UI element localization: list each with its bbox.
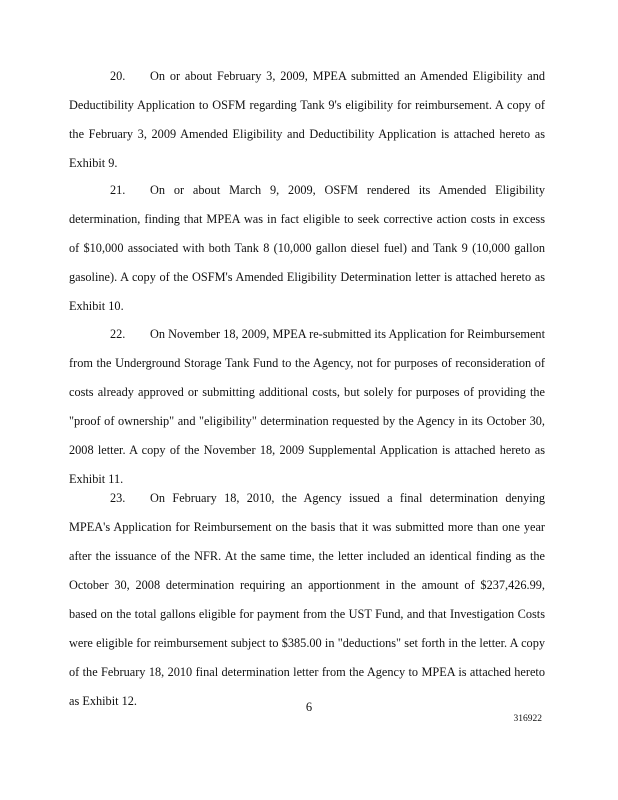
paragraph-20	[69, 62, 545, 178]
document-id: 316922	[513, 714, 542, 724]
paragraph-22	[69, 320, 545, 494]
paragraph-text: On November 18, 2009, MPEA re-submitted its Application for Reimbursement from the Underground Storage Tank Fund to the Agency, not for purposes of reconsideration of costs already approved or submitting additional costs, but solely for purposes of providing the "proof of ownership" and "eligibility" determination requested by the Agency in its October 30, 2008 letter. A copy of the November 18, 2009 Supplemental Application is attached hereto as Exhibit 11.	[69, 327, 545, 486]
paragraph-text: On February 18, 2010, the Agency issued a final determination denying MPEA's Application for Reimbursement on the basis that it was submitted more than one year after the issuance of the NFR. At the same time, the letter included an identical finding as the October 30, 2008 determination requiring an apportionment in the amount of $237,426.99, based on the total gallons eligible for payment from the UST Fund, and that Investigation Costs were eligible for reimbursement subject to $385.00 in "deductions" set forth in the letter. A copy of the February 18, 2010 final determination letter from the Agency to MPEA is attached hereto as Exhibit 12.	[69, 491, 545, 708]
paragraph-number: 20.	[110, 69, 126, 83]
paragraph-text: On or about March 9, 2009, OSFM rendered its Amended Eligibility determination, finding that MPEA was in fact eligible to seek corrective action costs in excess of $10,000 associated with both Tank 8 (10,000 gallon diesel fuel) and Tank 9 (10,000 gallon gasoline). A copy of the OSFM's Amended Eligibility Determination letter is attached hereto as Exhibit 10.	[69, 183, 545, 313]
paragraph-number: 22.	[110, 327, 126, 341]
paragraph-text: On or about February 3, 2009, MPEA submitted an Amended Eligibility and Deductibility Application to OSFM regarding Tank 9's eligibility for reimbursement. A copy of the February 3, 2009 Amended Eligibility and Deductibility Application is attached hereto as Exhibit 9.	[69, 69, 545, 170]
paragraph-21	[69, 176, 545, 321]
paragraph-23	[69, 484, 545, 716]
page-number: 6	[305, 700, 313, 714]
paragraph-number: 23.	[110, 491, 126, 505]
paragraph-number: 21.	[110, 183, 126, 197]
